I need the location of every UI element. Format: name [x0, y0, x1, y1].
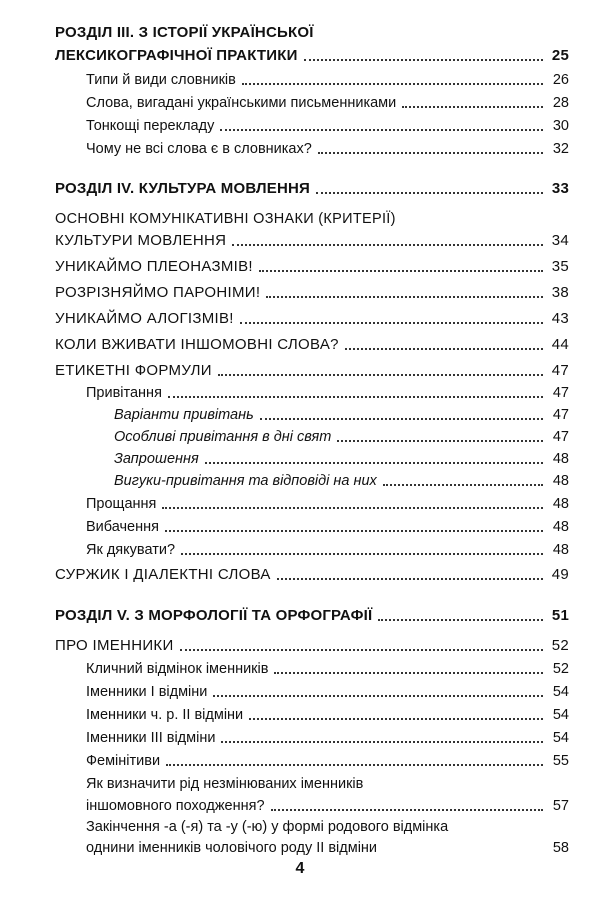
page-ref: 33 — [551, 180, 569, 197]
toc-entry — [86, 683, 569, 701]
entry-label: СУРЖИК І ДІАЛЕКТНІ СЛОВА — [55, 566, 271, 583]
page-ref: 54 — [552, 684, 569, 700]
entry-label: ЕТИКЕТНІ ФОРМУЛИ — [55, 362, 212, 379]
toc-entry — [55, 232, 569, 250]
entry-label: Слова, вигадані українськими письменниками — [86, 95, 397, 111]
leader-dots — [383, 484, 543, 486]
page-ref: 48 — [552, 496, 569, 512]
section-3-entry — [55, 47, 569, 65]
page-ref: 30 — [552, 118, 569, 134]
page-ref: 47 — [551, 362, 569, 379]
page-ref: 52 — [552, 661, 569, 677]
page-ref: 38 — [551, 284, 569, 301]
page-ref: 55 — [552, 753, 569, 769]
entry-label: УНИКАЙМО ПЛЕОНАЗМІВ! — [55, 258, 253, 275]
leader-dots — [318, 152, 543, 154]
section-5-entry — [55, 607, 569, 625]
page-ref: 57 — [552, 798, 569, 814]
entry-label: однини іменників чоловічого роду ІІ відміни — [86, 840, 378, 856]
toc-entry — [114, 472, 569, 490]
leader-dots — [260, 418, 543, 420]
entry-label: іншомовного походження? — [86, 798, 265, 814]
leader-dots — [249, 718, 543, 720]
entry-label: ПРО ІМЕННИКИ — [55, 637, 174, 654]
entry-label: Запрошення — [114, 451, 199, 467]
s5-end-line1: Закінчення -а (-я) та -у (-ю) у формі родового відмінка — [86, 819, 449, 835]
entry-label: РОЗРІЗНЯЙМО ПАРОНІМИ! — [55, 284, 261, 301]
section-3-title-line2: ЛЕКСИКОГРАФІЧНОЇ ПРАКТИКИ — [55, 47, 298, 64]
page-ref: 28 — [552, 95, 569, 111]
page-ref: 44 — [551, 336, 569, 353]
toc-entry — [86, 518, 569, 536]
entry-label: Вигуки-привітання та відповіді на них — [114, 473, 377, 489]
page-ref: 47 — [552, 385, 569, 401]
page-ref: 48 — [552, 542, 569, 558]
entry-label: Варіанти привітань — [114, 407, 254, 423]
toc-entry — [86, 140, 569, 158]
page-ref: 43 — [551, 310, 569, 327]
section-3-title-line1: РОЗДІЛ ІІІ. З ІСТОРІЇ УКРАЇНСЬКОЇ — [55, 24, 314, 41]
toc-entry — [86, 797, 569, 815]
toc-entry — [55, 284, 569, 302]
toc-entry — [86, 706, 569, 724]
toc-entry — [86, 495, 569, 513]
toc-entry — [114, 428, 569, 446]
entry-label: Іменники ІІІ відміни — [86, 730, 216, 746]
page-ref: 47 — [552, 429, 569, 445]
entry-label: Вибачення — [86, 519, 159, 535]
toc-entry — [55, 566, 569, 584]
leader-dots — [242, 83, 543, 85]
leader-dots — [271, 809, 543, 811]
leader-dots — [378, 619, 543, 621]
page-ref: 51 — [551, 607, 569, 624]
page-number: 4 — [295, 860, 305, 877]
leader-dots — [180, 649, 543, 651]
entry-label: Як дякувати? — [86, 542, 176, 558]
section-4-entry — [55, 180, 569, 198]
leader-dots — [402, 106, 543, 108]
toc-entry — [114, 450, 569, 468]
leader-dots — [168, 396, 543, 398]
leader-dots — [213, 695, 543, 697]
leader-dots — [316, 192, 543, 194]
leader-dots — [218, 374, 543, 376]
toc-entry — [86, 752, 569, 770]
leader-dots — [337, 440, 543, 442]
toc-entry — [55, 258, 569, 276]
toc-entry — [55, 362, 569, 380]
s5-gender-line1: Як визначити рід незмінюваних іменників — [86, 776, 364, 792]
toc-entry — [86, 71, 569, 89]
entry-label: Чому не всі слова є в словниках? — [86, 141, 312, 157]
entry-label: Особливі привітання в дні свят — [114, 429, 332, 445]
leader-dots — [165, 530, 543, 532]
leader-dots — [345, 348, 543, 350]
toc-entry — [86, 839, 569, 857]
toc-entry — [86, 729, 569, 747]
entry-label: УНИКАЙМО АЛОГІЗМІВ! — [55, 310, 234, 327]
leader-dots — [166, 764, 543, 766]
toc-entry — [86, 384, 569, 402]
page-ref: 26 — [552, 72, 569, 88]
toc-entry — [114, 406, 569, 424]
page-ref: 48 — [552, 451, 569, 467]
leader-dots — [266, 296, 543, 298]
leader-dots — [274, 672, 543, 674]
page-ref: 48 — [552, 473, 569, 489]
page-ref: 48 — [552, 519, 569, 535]
page-ref: 54 — [552, 707, 569, 723]
leader-dots — [383, 851, 543, 853]
leader-dots — [259, 270, 543, 272]
leader-dots — [181, 553, 543, 555]
entry-label: Привітання — [86, 385, 162, 401]
toc-entry — [55, 336, 569, 354]
page-ref: 58 — [552, 840, 569, 856]
page-ref: 35 — [551, 258, 569, 275]
leader-dots — [277, 578, 543, 580]
page-ref: 47 — [552, 407, 569, 423]
entry-label: Іменники І відміни — [86, 684, 208, 700]
toc-entry — [86, 117, 569, 135]
entry-label: Фемінітиви — [86, 753, 161, 769]
entry-label: Прощання — [86, 496, 157, 512]
page-ref: 34 — [551, 232, 569, 249]
page-ref: 52 — [551, 637, 569, 654]
leader-dots — [205, 462, 543, 464]
leader-dots — [221, 741, 543, 743]
leader-dots — [220, 129, 543, 131]
page-ref: 32 — [552, 141, 569, 157]
leader-dots — [162, 507, 543, 509]
entry-label: Тонкощі перекладу — [86, 118, 215, 134]
page-ref: 54 — [552, 730, 569, 746]
entry-label: Типи й види словників — [86, 72, 236, 88]
entry-label: КУЛЬТУРИ МОВЛЕННЯ — [55, 232, 227, 249]
s4-main-line1: ОСНОВНІ КОМУНІКАТИВНІ ОЗНАКИ (КРИТЕРІЇ) — [55, 211, 396, 227]
toc-entry — [86, 541, 569, 559]
toc-entry — [55, 310, 569, 328]
entry-label: КОЛИ ВЖИВАТИ ІНШОМОВНІ СЛОВА? — [55, 336, 339, 353]
leader-dots — [232, 244, 543, 246]
toc-entry — [86, 94, 569, 112]
section-5-title: РОЗДІЛ V. З МОРФОЛОГІЇ ТА ОРФОГРАФІЇ — [55, 607, 373, 624]
entry-label: Кличний відмінок іменників — [86, 661, 269, 677]
leader-dots — [240, 322, 543, 324]
page-ref: 49 — [551, 566, 569, 583]
page-ref: 25 — [551, 47, 569, 64]
entry-label: Іменники ч. р. ІІ відміни — [86, 707, 244, 723]
toc-entry — [55, 637, 569, 655]
leader-dots — [304, 59, 543, 61]
toc-entry — [86, 660, 569, 678]
section-4-title: РОЗДІЛ ІV. КУЛЬТУРА МОВЛЕННЯ — [55, 180, 311, 197]
